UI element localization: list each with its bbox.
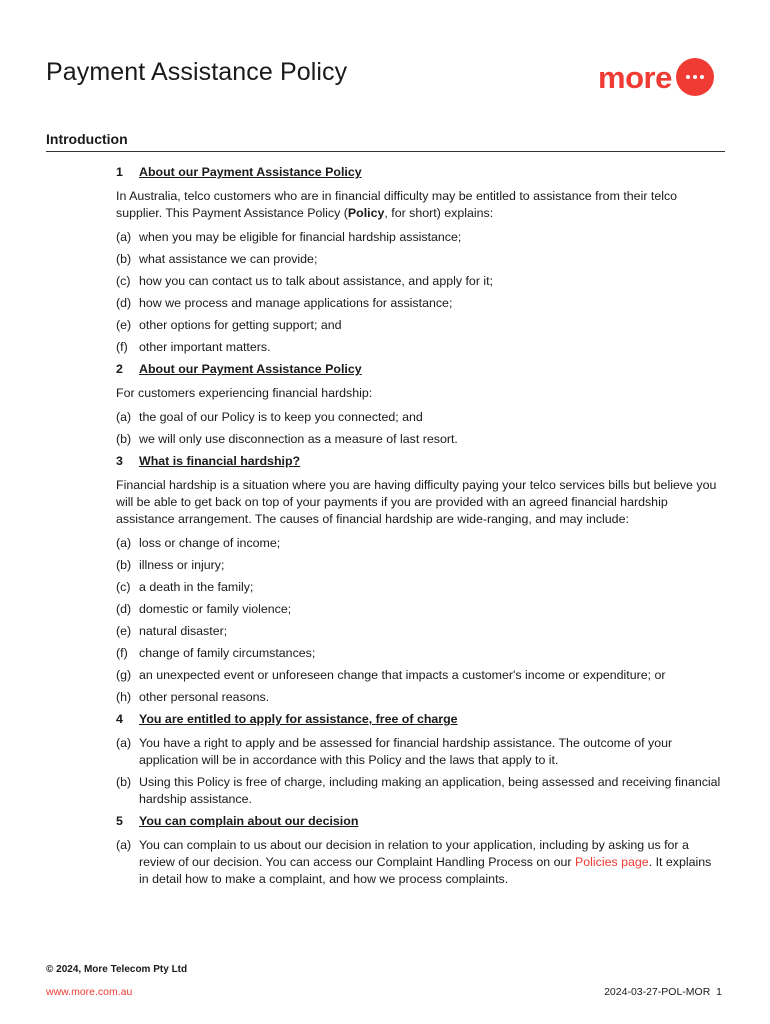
list-item-text: the goal of our Policy is to keep you connected; and <box>139 410 423 424</box>
list-item-label: (b) <box>116 432 132 446</box>
footer-copyright: © 2024, More Telecom Pty Ltd <box>46 964 188 975</box>
list-item: (a) You can complain to us about our decision in relation to your application, including by asking us for a review of our decision. You can access our Complaint Handling Process on our Policies page. It explains in detail how to make a complaint, and how we process complaints. <box>116 838 712 886</box>
list-item <box>116 339 724 356</box>
list-item <box>116 601 724 618</box>
list-item <box>116 557 724 574</box>
section-3-heading: 3 What is financial hardship? <box>116 454 301 468</box>
list-item-text: loss or change of income; <box>139 536 281 550</box>
list-item <box>116 229 724 246</box>
section-1-intro: In Australia, telco customers who are in financial difficulty may be entitled to assistance from their telco supplier. This Payment Assistance Policy (Policy, for short) explains: <box>116 189 678 220</box>
footer-reference: 2024-03-27-POL-MOR 1 <box>604 986 722 998</box>
list-item <box>116 409 724 426</box>
list-item-label: (b) <box>116 558 132 572</box>
list-item <box>116 535 724 552</box>
section-5-heading: 5 You can complain about our decision <box>116 814 359 828</box>
policies-page-link[interactable]: Policies page <box>574 855 649 869</box>
list-item-label: (c) <box>116 580 131 594</box>
ellipsis-icon <box>676 58 714 96</box>
section-3-intro: Financial hardship is a situation where you are having difficulty paying your telco services bills but believe you will be able to get back on top of your payments if you are provided with an agreed financial hardship assistance arrangement. The causes of financial hardship are wide-ranging, and may include: <box>116 478 717 526</box>
list-item <box>116 774 724 808</box>
list-item <box>116 623 724 640</box>
list-item-label: (b) <box>116 775 132 789</box>
section-2-list <box>116 409 724 448</box>
list-item-label: (a) <box>116 410 132 424</box>
list-item-label: (d) <box>116 602 132 616</box>
list-item-label: (a) <box>116 536 132 550</box>
section-4-list <box>116 735 724 808</box>
list-item-text: how you can contact us to talk about assistance, and apply for it; <box>139 274 494 288</box>
footer-website-link[interactable]: www.more.com.au <box>46 986 133 998</box>
page-title: Payment Assistance Policy <box>46 58 348 86</box>
list-item-text: what assistance we can provide; <box>139 252 318 266</box>
list-item-label: (c) <box>116 274 131 288</box>
list-item-text: Using this Policy is free of charge, including making an application, being assessed and receiving financial hardship assistance. <box>139 775 721 806</box>
list-item <box>116 645 724 662</box>
list-item-text: change of family circumstances; <box>139 646 316 660</box>
list-item-label: (d) <box>116 296 132 310</box>
section-1-list <box>116 229 724 356</box>
list-item <box>116 579 724 596</box>
list-item-text: other personal reasons. <box>139 690 270 704</box>
list-item-label: (h) <box>116 690 132 704</box>
list-item <box>116 431 724 448</box>
section-3-list <box>116 535 724 706</box>
list-item-label: (f) <box>116 646 128 660</box>
list-item-text: domestic or family violence; <box>139 602 292 616</box>
list-item-text: illness or injury; <box>139 558 225 572</box>
list-item-label: (a) <box>116 736 132 750</box>
list-item <box>116 735 724 769</box>
list-item-text: other options for getting support; and <box>139 318 342 332</box>
list-item-text: an unexpected event or unforeseen change that impacts a customer's income or expenditure; or <box>139 668 666 682</box>
policy-body <box>116 164 724 893</box>
page-number: 1 <box>716 986 722 998</box>
list-item-label: (e) <box>116 318 132 332</box>
list-item-text: how we process and manage applications for assistance; <box>139 296 453 310</box>
list-item-text: other important matters. <box>139 340 271 354</box>
list-item <box>116 667 724 684</box>
list-item-text: we will only use disconnection as a measure of last resort. <box>139 432 458 446</box>
list-item <box>116 317 724 334</box>
section-title: Introduction <box>46 131 725 152</box>
list-item-label: (f) <box>116 340 128 354</box>
list-item-text: when you may be eligible for financial hardship assistance; <box>139 230 462 244</box>
section-2-heading: 2 About our Payment Assistance Policy <box>116 362 362 376</box>
list-item-label: (a) <box>116 230 132 244</box>
list-item-label: (g) <box>116 668 132 682</box>
list-item <box>116 689 724 706</box>
section-1-heading: 1 About our Payment Assistance Policy <box>116 165 362 179</box>
list-item <box>116 273 724 290</box>
logo-wordmark: more <box>598 59 672 95</box>
list-item <box>116 251 724 268</box>
list-item-text: natural disaster; <box>139 624 228 638</box>
brand-logo <box>598 58 723 96</box>
list-item-label: (b) <box>116 252 132 266</box>
section-2-intro: For customers experiencing financial hardship: <box>116 386 373 400</box>
list-item <box>116 295 724 312</box>
section-4-heading: 4 You are entitled to apply for assistance, free of charge <box>116 712 458 726</box>
list-item-label: (e) <box>116 624 132 638</box>
list-item-text: You have a right to apply and be assessed for financial hardship assistance. The outcome of your application will be in accordance with this Policy and the laws that apply to it. <box>139 736 673 767</box>
list-item-text: a death in the family; <box>139 580 254 594</box>
